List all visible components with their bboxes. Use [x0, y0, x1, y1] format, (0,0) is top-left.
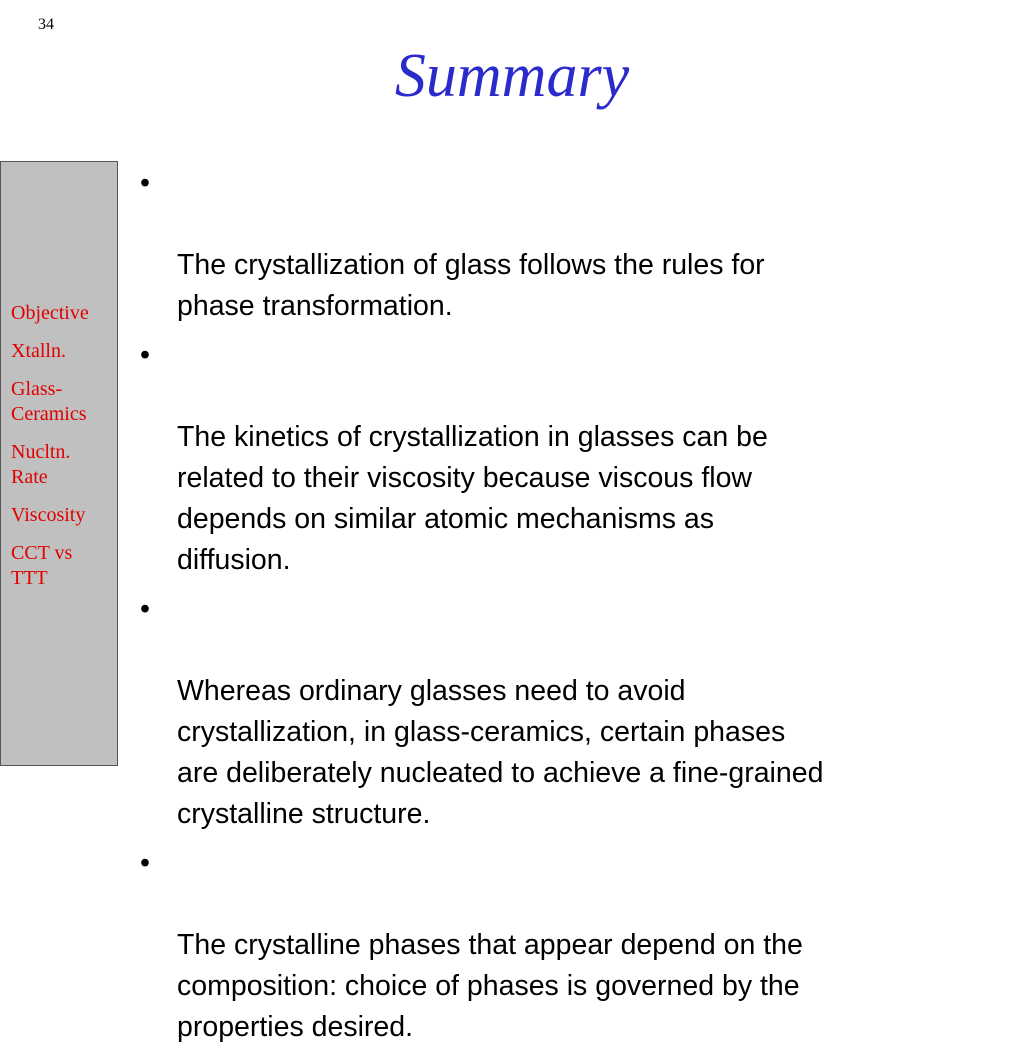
page-title: Summary [394, 42, 630, 110]
sidebar-item-cct-vs-ttt[interactable] [11, 541, 89, 591]
sidebar-item-viscosity[interactable] [11, 503, 89, 528]
bullet-item [140, 163, 970, 327]
sidebar-nav-list [11, 301, 89, 604]
bullet-text: The kinetics of crystallization in glasses can be related to their viscosity because viscous flow depends on similar atomic mechanisms as diffusion. [177, 421, 768, 576]
sidebar-item-label: Xtalln. [11, 340, 66, 362]
sidebar-item-label: Glass- Ceramics [11, 378, 87, 425]
bullet-text: The crystallization of glass follows the rules for phase transformation. [177, 249, 765, 322]
sidebar-item-objective[interactable] [11, 301, 89, 326]
bullet-text: The crystalline phases that appear depend on the composition: choice of phases is governed by the properties desired. [177, 929, 803, 1043]
bullet-icon: • [140, 847, 150, 879]
sidebar-item-nucleation-rate[interactable] [11, 440, 89, 490]
sidebar-item-label: Objective [11, 302, 89, 324]
bullet-item [140, 589, 970, 835]
sidebar-nav [0, 161, 118, 766]
bullet-icon: • [140, 339, 150, 371]
sidebar-item-label: CCT vs TTT [11, 542, 73, 589]
bullet-icon: • [140, 593, 150, 625]
main-content [140, 163, 970, 1056]
bullet-item [140, 335, 970, 581]
sidebar-item-glass-ceramics[interactable] [11, 377, 89, 427]
bullet-list [140, 163, 970, 1048]
sidebar-item-label: Nucltn. Rate [11, 441, 71, 488]
bullet-text: Whereas ordinary glasses need to avoid crystallization, in glass-ceramics, certain phases are deliberately nucleated to achieve a fine-grained crystalline structure. [177, 675, 824, 830]
sidebar-item-label: Viscosity [11, 504, 86, 526]
bullet-icon: • [140, 167, 150, 199]
sidebar-item-xtalln[interactable] [11, 339, 89, 364]
page-number: 34 [38, 16, 54, 33]
bullet-item [140, 843, 970, 1048]
